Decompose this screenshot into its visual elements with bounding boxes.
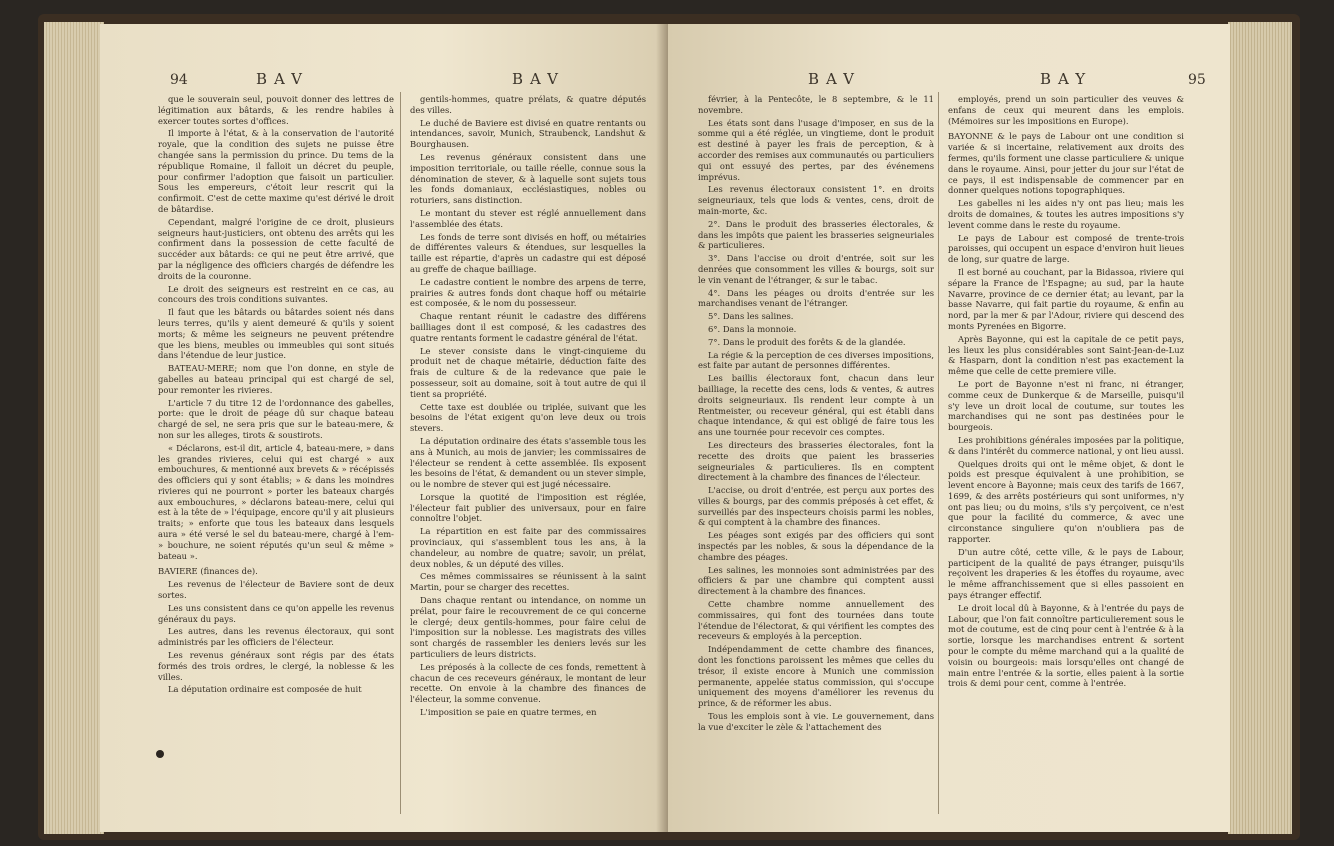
paragraph: Les uns consistent dans ce qu'on appelle les revenus généraux du pays. xyxy=(158,602,394,624)
paragraph: 7°. Dans le produit des forêts & de la glandée. xyxy=(708,336,906,347)
paragraph: Les états sont dans l'usage d'imposer, en sus de la somme qui a été réglée, un vingtieme, dont le produit est destiné à payer les frais de perception, & à accorder des remises aux communautés ou particuliers qui ont essuyé des pertes, par des événemens imprévus. xyxy=(698,117,934,182)
column-rule xyxy=(938,92,939,814)
running-head: BAV xyxy=(256,70,309,88)
paragraph: Les revenus généraux sont régis par des états formés des trois ordres, le clergé, la noblesse & les villes. xyxy=(158,650,394,682)
paragraph: D'un autre côté, cette ville, & le pays de Labour, participent de la qualité de pays étranger, puisqu'ils reçoivent les draperies & les étoffes du royaume, avec le même affranchissement que si elles passoient en pays étranger effectif. xyxy=(948,546,1184,601)
running-head: BAY xyxy=(1040,70,1093,88)
paragraph: Dans chaque rentant ou intendance, on nomme un prélat, pour faire le recouvrement de ce qui concerne le clergé; deux gentils-hommes, pour faire celui de l'imposition sur la noblesse. Les magistrats des villes sont chargés de rassembler les deniers levés sur les particuliers de leurs districts. xyxy=(410,595,646,660)
paragraph: L'accise, ou droit d'entrée, est perçu aux portes des villes & bourgs, par des commis préposés à cet effet, & surveillés par des inspecteurs choisis parmi les nobles, & qui comptent à la chambre des finances. xyxy=(698,485,934,528)
paragraph: Les revenus de l'électeur de Baviere sont de deux sortes. xyxy=(158,579,394,601)
paragraph: Indépendamment de cette chambre des finances, dont les fonctions paroissent les mêmes que celles du trésor, il existe encore à Munich une commission permanente, appelée status commission, qui s'occupe uniquement des moyens d'améliorer les revenus du prince, & de réformer les abus. xyxy=(698,644,934,709)
text-column-1 xyxy=(158,94,394,824)
paragraph: 3°. Dans l'accise ou droit d'entrée, soit sur les denrées que consomment les villes & bourgs, soit sur le vin venant de l'étranger, & sur le tabac. xyxy=(698,253,934,285)
paragraph: La députation ordinaire est composée de huit xyxy=(168,684,362,695)
paragraph: Les directeurs des brasseries électorales, font la recette des droits que paient les brasseries seigneuriales & particulieres. Ils en comptent directement à la chambre des finances de l'électeur. xyxy=(698,439,934,483)
paragraph: que le souverain seul, pouvoit donner des lettres de légitimation aux bâtards, & les rendre habiles à exercer toutes sortes d'offices. xyxy=(158,94,394,126)
paragraph: Les prohibitions générales imposées par la politique, & dans l'intérêt du commerce national, y ont lieu aussi. xyxy=(948,434,1184,456)
paragraph: Le stever consiste dans le vingt-cinquieme du produit net de chaque métairie, déduction faite des frais de culture & de la redevance que paie le possesseur, soit au domaine, soit à tout autre de qui il tient sa propriété. xyxy=(410,345,646,399)
paragraph: employés, prend un soin particulier des veuves & enfans de ceux qui meurent dans les emplois. (Mémoires sur les impositions en Europe). xyxy=(948,94,1184,126)
paragraph: Les revenus généraux consistent dans une imposition territoriale, ou taille réelle, connue sous la dénomination de stever, & à laquelle sont sujets tous les fonds domaniaux, ecclésiastiques, nobles ou roturiers, sans distinction. xyxy=(410,151,646,206)
paragraph: 2°. Dans le produit des brasseries électorales, & dans les impôts que paient les brasseries seigneuriales & particulieres. xyxy=(698,218,934,251)
text-column-2 xyxy=(948,94,1184,824)
paragraph: La répartition en est faite par des commissaires provinciaux, qui s'assemblent tous les ans, à la chandeleur, au nombre de quatre; savoir, un prélat, deux nobles, & un député des villes. xyxy=(410,526,646,569)
paragraph: Le cadastre contient le nombre des arpens de terre, prairies & autres fonds dont chaque hoff ou métairie est composée, & le nom du possesseur. xyxy=(410,276,646,309)
page-number: 95 xyxy=(1188,72,1206,88)
paragraph: Le droit local dû à Bayonne, & à l'entrée du pays de Labour, que l'on fait connoître particulierement sous le mot de coutume, est de cinq pour cent à l'entrée & à la sortie, lorsque les marchandises entrent & sortent pour le compte du même marchand qui a la qualité de voisin ou bourgeois: mais lorsqu'elles ont changé de main entre l'entrée & la sortie, elles paient à la sortie trois & demi pour cent, comme à l'entrée. xyxy=(948,602,1184,689)
paragraph: Chaque rentant réunit le cadastre des différens bailliages dont il est composé, & les cadastres des quatre rentants forment le cadastre général de l'état. xyxy=(410,311,646,343)
paragraph: Les baillis électoraux font, chacun dans leur bailliage, la recette des cens, lods & ventes, & autres droits seigneuriaux. Ils rendent leur compte à un Rentmeister, ou receveur général, qui est établi dans chaque intendance, & qui est obligé de faire tous les ans une tournée pour recevoir ces comptes. xyxy=(698,373,934,438)
paragraph: 4°. Dans les péages ou droits d'entrée sur les marchandises venant de l'étranger. xyxy=(698,287,934,309)
paragraph: Les autres, dans les revenus électoraux, qui sont administrés par les officiers de l'électeur. xyxy=(158,626,394,648)
text-column-1 xyxy=(698,94,934,824)
paragraph: Après Bayonne, qui est la capitale de ce petit pays, les lieux les plus considérables sont Saint-Jean-de-Luz & Hasparn, dont la condition n'est pas exactement la même que celle de cette premiere ville. xyxy=(948,333,1184,377)
page-edges-left xyxy=(44,22,104,834)
paragraph: 5°. Dans les salines. xyxy=(708,311,794,322)
paragraph: Il faut que les bâtards ou bâtardes soient nés dans leurs terres, qu'ils y aient demeuré & qu'ils y soient morts; & même les seigneurs ne peuvent prétendre que les biens, meubles ou immeubles qui sont situés dans l'étendue de leur justice. xyxy=(158,307,394,361)
left-page xyxy=(100,24,668,832)
running-head: BAV xyxy=(512,70,565,88)
paragraph: Quelques droits qui ont le même objet, & dont le poids est presque équivalent à une prohibition, se levent encore à Bayonne; mais ceux des tarifs de 1667, 1699, & des arrêts postérieurs qui sont uniformes, n'y ont pas lieu; ou du moins, s'ils s'y perçoivent, ce n'est que pour la facilité du commerce, & avec une circonstance singuliere qu'on n'oubliera pas de rapporter. xyxy=(948,458,1184,545)
paragraph: La régie & la perception de ces diverses impositions, est faite par autant de personnes différentes. xyxy=(698,349,934,371)
paragraph: Cette chambre nomme annuellement des commissaires, qui font des tournées dans toute l'étendue de l'électorat, & qui vérifient les comptes des receveurs & employés à la perception. xyxy=(698,599,934,642)
paragraph: Les salines, les monnoies sont administrées par des officiers & par une chambre qui comptent aussi directement à la chambre des finances. xyxy=(698,564,934,597)
paragraph: Lorsque la quotité de l'imposition est réglée, l'électeur fait publier des universaux, pour en faire connoître l'objet. xyxy=(410,491,646,524)
paragraph: Le duché de Baviere est divisé en quatre rentants ou intendances, savoir, Munich, Straubenck, Landshut & Bourghausen. xyxy=(410,117,646,150)
paragraph: BATEAU-MERE; nom que l'on donne, en style de gabelles au bateau principal qui est chargé de sel, pour remonter les rivieres. xyxy=(158,363,394,395)
paragraph: Il est borné au couchant, par la Bidassoa, riviere qui sépare la France de l'Espagne; au sud, par la haute Navarre, province de ce dernier état; au levant, par la basse Navarre, qui fait partie du royaume, & enfin au nord, par la mer & par l'Adour, riviere qui descend des monts Pyrenées en Bigorre. xyxy=(948,266,1184,331)
page-number: 94 xyxy=(170,72,188,88)
paragraph: Il importe à l'état, & à la conservation de l'autorité royale, que la condition des sujets ne puisse être changée sans la permission du prince. Du tems de la république Romaine, il falloit un décret du peuple, pour confirmer l'adoption que faisoit un particulier. Sous les empereurs, c'étoit leur rescrit qui la confirmoit. C'est de cette maxime qu'est dérivé le droit de bâtardise. xyxy=(158,128,394,214)
paragraph: Le droit des seigneurs est restreint en ce cas, au concours des trois conditions suivantes. xyxy=(158,283,394,305)
right-page xyxy=(668,24,1230,832)
ink-stain xyxy=(156,750,164,758)
paragraph: « Déclarons, est-il dit, article 4, bateau-mere, » dans les grandes rivieres, celui qui est chargé » aux embouchures, & mentionné aux brevets & » récépissés des officiers qui y sont établis; » & dans les moindres rivieres qui ne pourront » porter les bateaux chargés aux embouchures, » déclarons bateau-mere, celui qui est à la tête de » l'équipage, encore qu'il y ait plusieurs traits; » enforte que tous les bateaux dans lesquels aura » été versé le sel du bateau-mere, chargé à l'em- » bouchure, ne soient réputés qu'un seul & même » bateau ». xyxy=(158,442,394,561)
paragraph: BAVIERE (finances de). xyxy=(158,566,258,577)
paragraph: La députation ordinaire des états s'assemble tous les ans à Munich, au mois de janvier; les commissaires de l'électeur se rendent à cette assemblée. Ils exposent les besoins de l'état, & demandent ou un stever simple, ou le nombre de stever qui est jugé nécessaire. xyxy=(410,435,646,490)
paragraph: L'article 7 du titre 12 de l'ordonnance des gabelles, porte: que le droit de péage dû sur chaque bateau chargé de sel, ne sera pris que sur le bateau-mere, & non sur les alleges, tirots & soustirots. xyxy=(158,397,394,440)
paragraph: Les fonds de terre sont divisés en hoff, ou métairies de différentes valeurs & étendues, sur lesquelles la taille est répartie, d'après un cadastre qui est déposé au greffe de chaque bailliage. xyxy=(410,231,646,274)
paragraph: Le port de Bayonne n'est ni franc, ni étranger, comme ceux de Dunkerque & de Marseille, puisqu'il s'y leve un droit local de coutume, sur toutes les marchandises qui ne sont pas destinées pour le bourgeois. xyxy=(948,378,1184,433)
paragraph: Le montant du stever est réglé annuellement dans l'assemblée des états. xyxy=(410,207,646,229)
paragraph: Ces mêmes commissaires se réunissent à la saint Martin, pour se charger des recettes. xyxy=(410,571,646,593)
paragraph: L'imposition se paie en quatre termes, en xyxy=(420,707,597,718)
paragraph: février, à la Pentecôte, le 8 septembre, & le 11 novembre. xyxy=(698,94,934,115)
text-column-2 xyxy=(410,94,646,824)
paragraph: Tous les emplois sont à vie. Le gouvernement, dans la vue d'exciter le zèle & l'attachement des xyxy=(698,711,934,732)
paragraph: 6°. Dans la monnoie. xyxy=(708,323,797,334)
page-edges-right xyxy=(1228,22,1292,834)
paragraph: Cette taxe est doublée ou triplée, suivant que les besoins de l'état exigent qu'on leve deux ou trois stevers. xyxy=(410,401,646,434)
column-rule xyxy=(400,92,401,814)
paragraph: Les péages sont exigés par des officiers qui sont inspectés par les nobles, & sous la dépendance de la chambre des péages. xyxy=(698,530,934,562)
running-head: BAV xyxy=(808,70,861,88)
paragraph: BAYONNE & le pays de Labour ont une condition si variée & si incertaine, relativement aux droits des fermes, qu'ils forment une classe particuliere & unique dans le royaume. Ainsi, pour jetter du jour sur l'état de ce pays, il est indispensable de commencer par en donner quelques notions topographiques. xyxy=(948,131,1184,196)
paragraph: Cependant, malgré l'origine de ce droit, plusieurs seigneurs haut-justiciers, ont obtenu des arrêts qui les confirment dans la possession de cette faculté de succéder aux bâtards: ce qui ne peut être arrivé, que par la négligence des officiers chargés de défendre les droits de la couronne. xyxy=(158,216,394,281)
paragraph: Les gabelles ni les aides n'y ont pas lieu; mais les droits de domaines, & toutes les autres impositions s'y levent comme dans le reste du royaume. xyxy=(948,198,1184,230)
paragraph: Les revenus électoraux consistent 1°. en droits seigneuriaux, tels que lods & ventes, cens, droit de main-morte, &c. xyxy=(698,184,934,216)
paragraph: Le pays de Labour est composé de trente-trois paroisses, qui occupent un espace d'environ huit lieues de long, sur quatre de large. xyxy=(948,232,1184,265)
paragraph: gentils-hommes, quatre prélats, & quatre députés des villes. xyxy=(410,94,646,115)
paragraph: Les préposés à la collecte de ces fonds, remettent à chacun de ces receveurs généraux, le montant de leur recette. On envoie à la chambre des finances de l'électeur, la somme convenue. xyxy=(410,661,646,705)
